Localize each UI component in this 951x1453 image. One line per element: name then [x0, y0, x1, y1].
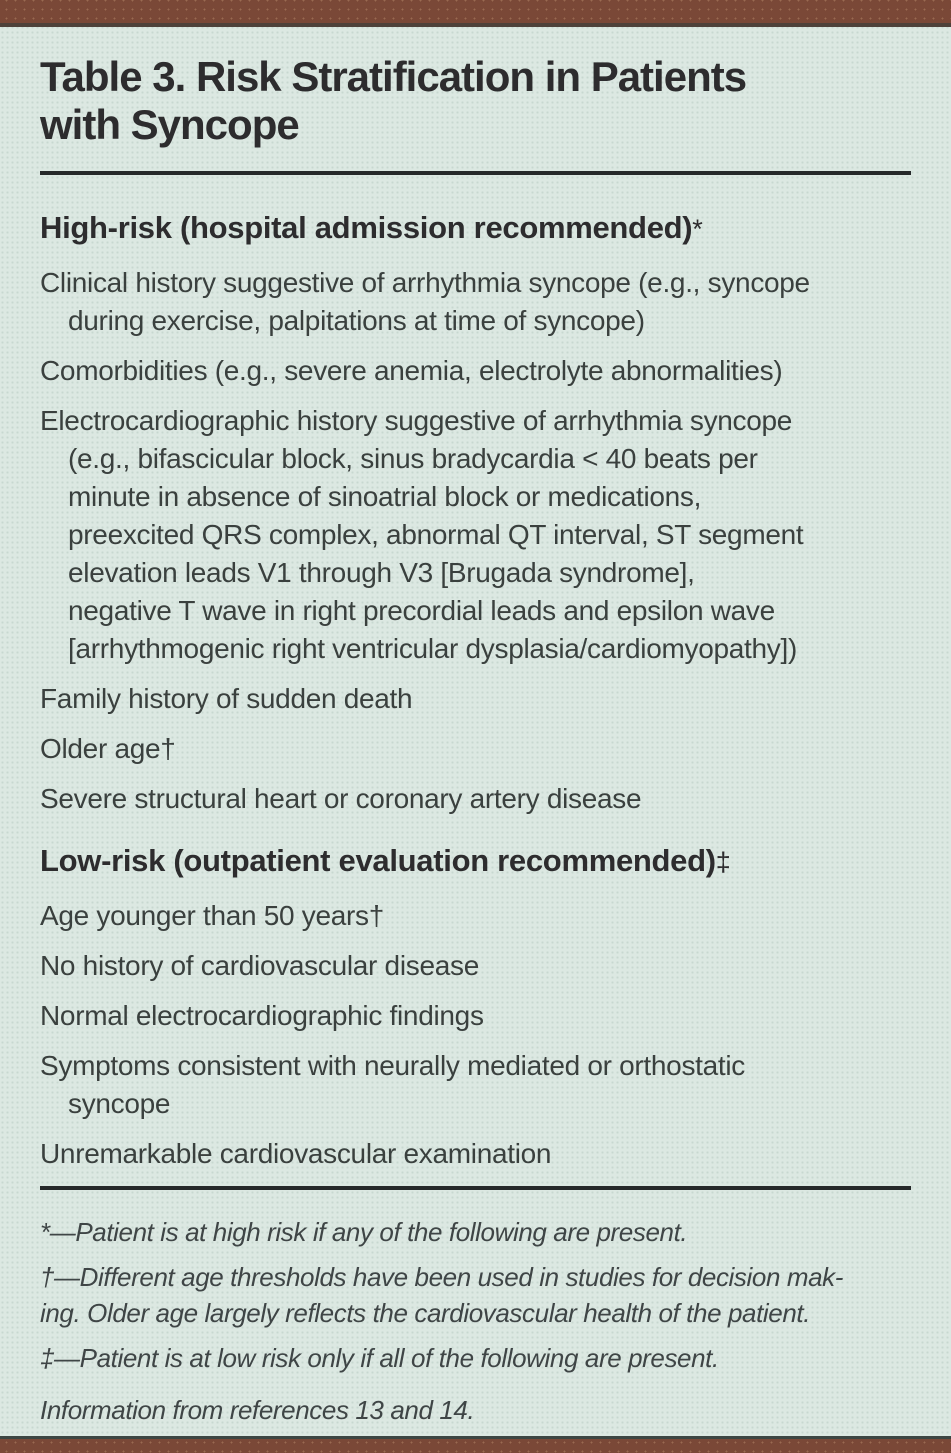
text-line: Older age†: [40, 733, 176, 764]
section-heading-high-risk: [40, 211, 911, 246]
high-risk-item-list: [40, 264, 911, 818]
text-line: elevation leads V1 through V3 [Brugada syndrome],: [68, 557, 695, 588]
text-line: preexcited QRS complex, abnormal QT interval, ST segment: [68, 519, 804, 550]
text-line: ‡—Patient is at low risk only if all of the following are present.: [40, 1343, 719, 1373]
double-dagger-footnote-marker: ‡: [715, 847, 731, 877]
list-item: [40, 264, 911, 340]
list-item: [40, 402, 911, 668]
asterisk-footnote-marker: *: [692, 214, 703, 244]
text-line: ing. Older age largely reflects the cardiovascular health of the patient.: [40, 1298, 811, 1328]
text-line: Clinical history suggestive of arrhythmia syncope (e.g., syncope: [40, 267, 810, 298]
list-item: [40, 1214, 911, 1250]
list-item: [40, 947, 911, 985]
section-heading-text: High-risk (hospital admission recommended): [40, 210, 693, 245]
list-item: [40, 680, 911, 718]
list-item: [40, 1047, 911, 1123]
list-item: [40, 897, 911, 935]
low-risk-item-list: [40, 897, 911, 1173]
footnote-divider: [40, 1186, 911, 1190]
list-item: [40, 1135, 911, 1173]
text-line: (e.g., bifascicular block, sinus bradycardia < 40 beats per: [68, 443, 758, 474]
table-panel: [40, 53, 911, 1428]
top-accent-bar: [0, 0, 951, 27]
text-line: Age younger than 50 years†: [40, 900, 385, 931]
text-line: Electrocardiographic history suggestive of arrhythmia syncope: [40, 405, 793, 436]
text-line: Unremarkable cardiovascular examination: [40, 1138, 552, 1169]
text-line: Family history of sudden death: [40, 683, 413, 714]
source-note: Information from references 13 and 14.: [40, 1395, 475, 1425]
text-line: *—Patient is at high risk if any of the following are present.: [40, 1217, 688, 1247]
list-item: [40, 352, 911, 390]
text-line: with Syncope: [40, 101, 299, 148]
list-item: [40, 780, 911, 818]
table-title: [40, 53, 911, 149]
text-line: No history of cardiovascular disease: [40, 950, 479, 981]
title-divider: [40, 171, 911, 175]
text-line: †—Different age thresholds have been used in studies for decision mak-: [40, 1262, 844, 1292]
text-line: minute in absence of sinoatrial block or medications,: [68, 481, 702, 512]
footnote-list: [40, 1214, 911, 1376]
text-line: negative T wave in right precordial leads and epsilon wave: [68, 595, 775, 626]
text-line: Table 3. Risk Stratification in Patients: [40, 53, 747, 100]
list-item: [40, 1340, 911, 1376]
bottom-accent-bar: [0, 1436, 951, 1453]
text-line: [arrhythmogenic right ventricular dysplasia/cardiomyopathy]): [68, 633, 797, 664]
section-heading-text: Low-risk (outpatient evaluation recommended): [40, 843, 716, 878]
text-line: Comorbidities (e.g., severe anemia, electrolyte abnormalities): [40, 355, 783, 386]
text-line: syncope: [68, 1088, 171, 1119]
section-high-risk: [40, 211, 911, 818]
text-line: Severe structural heart or coronary artery disease: [40, 783, 642, 814]
text-line: Normal electrocardiographic findings: [40, 1000, 484, 1031]
text-line: during exercise, palpitations at time of syncope): [68, 305, 645, 336]
section-low-risk: [40, 844, 911, 1173]
list-item: [40, 997, 911, 1035]
list-item: [40, 1259, 911, 1331]
text-line: Symptoms consistent with neurally mediated or orthostatic: [40, 1050, 745, 1081]
list-item: [40, 730, 911, 768]
section-heading-low-risk: [40, 844, 911, 879]
